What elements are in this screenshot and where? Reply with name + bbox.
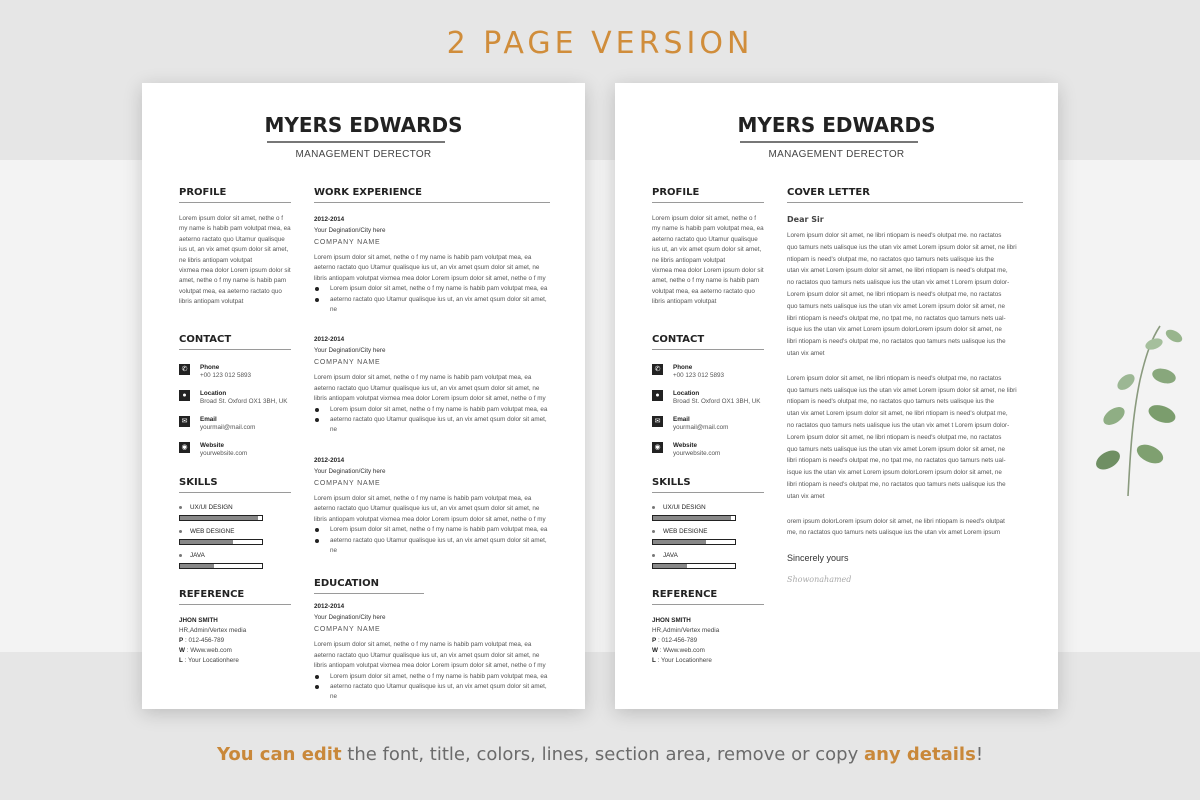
contact-item: [179, 442, 291, 458]
entry-company: COMPANY NAME: [314, 359, 381, 367]
cover-line: isque ius the utan vix amet Lorem ipsum dolorLorem ipsum dolor sit amet, ne: [787, 326, 1002, 334]
entry-description: [314, 373, 550, 404]
skill-bar: [652, 515, 736, 521]
profile-line: my name is habib pam volutpat mea, ea: [179, 225, 291, 233]
entry-bullet: Lorem ipsum dolor sit amet, nethe o f my name is habib pam volutpat mea, ea: [314, 405, 550, 415]
entry-date: 2012-2014: [314, 603, 345, 611]
cover-line: me, no ractatos quo tamurs nets ualisque ius the utan vix amet Lorem ipsum: [787, 529, 1001, 537]
profile-line: amet, nethe o f my name is habib pam: [652, 277, 760, 285]
contact-value: yourwebsite.com: [200, 449, 248, 457]
entry-position: Your Degination/City here: [314, 227, 386, 234]
entry-company: COMPANY NAME: [314, 626, 381, 634]
entry-date: 2012-2014: [314, 216, 345, 223]
profile-line: vixmea mea dolor Lorem ipsum dolor sit: [179, 267, 291, 275]
reference-phone: P : 012-456-789: [652, 637, 698, 645]
website-icon: ◉: [652, 442, 663, 453]
contact-value: Broad St. Oxford OX1 3BH, UK: [200, 397, 288, 405]
entry-date: 2012-2014: [314, 336, 345, 344]
skill-bar-fill: [653, 564, 687, 568]
entry-line: Lorem ipsum dolor sit amet, nethe o f my name is habib pam volutpat mea, ea: [314, 641, 532, 649]
entry-position: Your Degination/City here: [314, 467, 386, 475]
profile-line: libris antiopam volutpat: [652, 298, 717, 306]
skill-bar: [179, 515, 263, 521]
education-heading: EDUCATION: [314, 578, 424, 594]
entry-line: Lorem ipsum dolor sit amet, nethe o f my name is habib pam volutpat mea, ea: [314, 254, 532, 261]
profile-line: ne libris antiopam volutpat: [652, 256, 726, 264]
contact-text: [673, 416, 728, 432]
cover-line: ntiopam is need's olutpat me, no ractatos quo tamurs nets ualisque ius the: [787, 255, 995, 263]
contact-text: [673, 442, 720, 458]
skill-item: [179, 527, 291, 545]
contact-text: [673, 390, 761, 406]
phone-icon: ✆: [652, 364, 663, 375]
skill-bar-fill: [180, 564, 214, 568]
cover-line: utan vix amet: [787, 492, 825, 500]
contact-value: yourmail@mail.com: [673, 423, 729, 431]
cover-line: utan vix amet: [787, 349, 825, 357]
entry-line: Lorem ipsum dolor sit amet, nethe o f my name is habib pam volutpat mea, ea: [314, 494, 532, 502]
contact-item: [652, 416, 764, 432]
skill-name: WEB DESIGNE: [179, 527, 291, 536]
entry-bullet: aeterno ractato quo Utamur qualisque ius ut, an vix amet qsum dolor sit amet, ne: [314, 682, 550, 703]
work-experience-list: [314, 215, 550, 556]
contact-label: Website: [200, 441, 225, 449]
entry-line: Lorem ipsum dolor sit amet, nethe o f my name is habib pam volutpat mea, ea: [314, 374, 532, 382]
cover-line: Lorem ipsum dolor sit amet, ne libri ntiopam is need's olutpat me, no ractatos: [787, 374, 1002, 382]
skill-bar: [652, 539, 736, 545]
skill-item: [179, 503, 291, 521]
skill-bar-fill: [180, 516, 258, 520]
profile-line: Lorem ipsum dolor sit amet, nethe o f: [179, 215, 283, 222]
cover-line: Lorem ipsum dolor sit amet, ne libri ntiopam is need's olutpat me. no ractatos: [787, 232, 1002, 239]
cover-paragraph: [787, 230, 1023, 360]
skill-name: JAVA: [179, 551, 291, 560]
profile-heading: PROFILE: [652, 187, 764, 203]
profile-text: [179, 214, 291, 308]
entry-date: 2012-2014: [314, 456, 345, 464]
contact-item: [652, 364, 764, 380]
contact-label: Location: [673, 389, 700, 397]
contact-label: Email: [200, 415, 217, 423]
skill-item: [652, 527, 764, 545]
skill-name: UX/UI DESIGN: [179, 503, 291, 512]
cover-line: orem ipsum dolorLorem ipsum dolor sit amet, ne libri ntiopam is need's olutpat: [787, 517, 1005, 525]
experience-entry: [314, 215, 550, 315]
contact-item: [179, 416, 291, 432]
skills-list: [179, 503, 291, 569]
eucalyptus-sprig-decoration: [1080, 318, 1190, 498]
experience-entry: [314, 335, 550, 435]
skill-bar-fill: [180, 540, 233, 544]
profile-heading: PROFILE: [179, 187, 291, 203]
entry-company: COMPANY NAME: [314, 479, 381, 487]
entry-description: [314, 253, 550, 284]
reference-web: W : Www.web.com: [652, 647, 705, 655]
candidate-role: MANAGEMENT DERECTOR: [768, 149, 905, 160]
cover-line: no ractatos quo tamurs nets ualisque ius the utan vix amet t Lorem ipsum dolor-: [787, 421, 1010, 429]
candidate-name: MYERS EDWARDS: [264, 113, 463, 137]
location-icon: ●: [179, 390, 190, 401]
entry-line: aeterno ractato quo Utamur qualisque ius ut, an vix amet qsum dolor sit amet, ne: [314, 384, 540, 392]
profile-line: libris antiopam volutpat: [179, 298, 244, 306]
reference-web: W : Www.web.com: [179, 647, 232, 655]
skill-name: WEB DESIGNE: [652, 527, 764, 536]
contact-heading: CONTACT: [179, 334, 291, 350]
cover-letter-page: [615, 83, 1058, 709]
entry-position: Your Degination/City here: [314, 614, 386, 622]
contact-text: [200, 390, 288, 406]
reference-title: HR,Admin/Vertex media: [652, 626, 720, 634]
profile-line: my name is habib pam volutpat mea, ea: [652, 225, 764, 233]
reference-heading: REFERENCE: [179, 589, 291, 605]
skill-bar: [179, 539, 263, 545]
entry-position: Your Degination/City here: [314, 347, 386, 355]
entry-line: aeterno ractato quo Utamur qualisque ius ut, an vix amet qsum dolor sit amet, ne: [314, 651, 540, 659]
footer-tagline: You can edit the font, title, colors, lines, section area, remove or copy any details!: [216, 744, 984, 765]
email-icon: ✉: [652, 416, 663, 427]
entry-bullet: aeterno ractato quo Utamur qualisque ius ut, an vix amet qsum dolor sit amet, ne: [314, 415, 550, 436]
skill-item: [652, 551, 764, 569]
reference-location: L : Your Locationhere: [652, 657, 712, 665]
contact-list: [652, 364, 764, 458]
skill-item: [179, 551, 291, 569]
profile-line: ius ut, an vix amet qsum dolor sit amet,: [652, 246, 762, 254]
phone-icon: ✆: [179, 364, 190, 375]
reference-block: [179, 616, 291, 667]
cover-line: Lorem ipsum dolor sit amet, ne libri ntiopam is need's olutpat me, no ractatos: [787, 433, 1002, 441]
cover-line: utan vix amet Lorem ipsum dolor sit amet, ne libri ntiopam is need's olutpat me,: [787, 267, 1008, 275]
entry-bullet: aeterno ractato quo Utamur qualisque ius ut, an vix amet qsum dolor sit amet, ne: [314, 536, 550, 557]
contact-item: [179, 390, 291, 406]
entry-description: [314, 494, 550, 525]
cover-closing: Sincerely yours: [787, 553, 849, 564]
contact-text: [200, 416, 255, 432]
cover-line: quo tamurs nets ualisque ius the utan vix amet Lorem ipsum dolor sit amet, ne: [787, 445, 1006, 453]
entry-line: libris antiopam volutpat vixmea mea dolor Lorem ipsum dolor sit amet, nethe o f my: [314, 662, 546, 670]
cover-line: quo tamurs nets ualisque ius the utan vix amet Lorem ipsum dolor sit amet, ne: [787, 302, 1006, 310]
contact-list: [179, 364, 291, 458]
contact-text: [673, 364, 724, 380]
cover-line: libri ntiopam is need's olutpat me, no tpat me, no ractatos quo tamurs nets ual-: [787, 457, 1006, 465]
skill-bar: [652, 563, 736, 569]
contact-item: [652, 442, 764, 458]
cover-greeting: Dear Sir: [787, 215, 824, 224]
cover-line: Lorem ipsum dolor sit amet, ne libri ntiopam is need's olutpat me, no ractatos: [787, 290, 1002, 298]
cover-body: [787, 230, 1023, 539]
experience-entry: [314, 602, 550, 702]
profile-text: [652, 214, 764, 308]
contact-label: Phone: [673, 363, 693, 371]
cover-line: libri ntiopam is need's olutpat me, no ractatos quo tamurs nets ualisque ius the: [787, 338, 1006, 346]
location-icon: ●: [652, 390, 663, 401]
contact-text: [200, 442, 247, 458]
entry-line: aeterno ractato quo Utamur qualisque ius ut, an vix amet qsum dolor sit amet, ne: [314, 505, 540, 513]
contact-value: Broad St. Oxford OX1 3BH, UK: [673, 397, 761, 405]
entry-bullet: Lorem ipsum dolor sit amet, nethe o f my name is habib pam volutpat mea, ea: [314, 284, 550, 294]
skills-heading: SKILLS: [652, 477, 764, 493]
cover-line: no ractatos quo tamurs nets ualisque ius the utan vix amet t Lorem ipsum dolor-: [787, 279, 1010, 287]
reference-name: JHON SMITH: [179, 616, 218, 624]
cover-paragraph: [787, 373, 1023, 503]
contact-label: Website: [673, 441, 698, 449]
skills-heading: SKILLS: [179, 477, 291, 493]
contact-value: +00 123 012 5893: [200, 371, 251, 379]
entry-line: aeterno ractato quo Utamur qualisque ius ut, an vix amet qsum dolor sit amet, ne: [314, 264, 540, 272]
contact-item: [179, 364, 291, 380]
skill-item: [652, 503, 764, 521]
reference-location: L : Your Locationhere: [179, 657, 239, 665]
reference-name: JHON SMITH: [652, 616, 691, 624]
reference-block: [652, 616, 764, 667]
name-underline: [267, 141, 445, 143]
contact-label: Location: [200, 389, 227, 397]
cover-sidebar: [652, 187, 764, 667]
entry-line: libris antiopam volutpat vixmea mea dolor Lorem ipsum dolor sit amet, nethe o f my: [314, 515, 546, 523]
experience-entry: [314, 456, 550, 556]
entry-bullet: Lorem ipsum dolor sit amet, nethe o f my name is habib pam volutpat mea, ea: [314, 525, 550, 535]
profile-line: volutpat mea, ea aeterno ractato quo: [652, 287, 755, 295]
reference-heading: REFERENCE: [652, 589, 764, 605]
entry-company: COMPANY NAME: [314, 239, 381, 246]
resume-page: [142, 83, 585, 709]
skill-bar-fill: [653, 516, 731, 520]
cover-letter-main: [787, 187, 1023, 584]
profile-line: volutpat mea, ea aeterno ractato quo: [179, 287, 282, 295]
skills-list: [652, 503, 764, 569]
contact-item: [652, 390, 764, 406]
contact-value: yourmail@mail.com: [200, 423, 256, 431]
skill-bar-fill: [653, 540, 706, 544]
contact-label: Phone: [200, 363, 220, 371]
resume-main: [314, 187, 550, 703]
entry-bullet: aeterno ractato quo Utamur qualisque ius ut, an vix amet qsum dolor sit amet, ne: [314, 295, 550, 316]
education-entry: [314, 602, 550, 702]
contact-heading: CONTACT: [652, 334, 764, 350]
name-underline: [740, 141, 918, 143]
profile-line: ius ut, an vix amet qsum dolor sit amet,: [179, 246, 289, 254]
cover-paragraph: [787, 516, 1023, 540]
profile-line: Lorem ipsum dolor sit amet, nethe o f: [652, 215, 756, 222]
skill-name: JAVA: [652, 551, 764, 560]
cover-line: isque ius the utan vix amet Lorem ipsum dolorLorem ipsum dolor sit amet, ne: [787, 469, 1002, 477]
cover-line: utan vix amet Lorem ipsum dolor sit amet, ne libri ntiopam is need's olutpat me,: [787, 410, 1008, 418]
email-icon: ✉: [179, 416, 190, 427]
signature: Showonahamed: [787, 575, 852, 585]
skill-name: UX/UI DESIGN: [652, 503, 764, 512]
profile-line: vixmea mea dolor Lorem ipsum dolor sit: [652, 267, 764, 275]
profile-line: ne libris antiopam volutpat: [179, 256, 253, 264]
cover-line: quo tamurs nets ualisque ius the utan vix amet Lorem ipsum dolor sit amet, ne libri: [787, 386, 1017, 394]
contact-label: Email: [673, 415, 690, 423]
cover-line: quo tamurs nets ualisque ius the utan vix amet Lorem ipsum dolor sit amet, ne libri: [787, 243, 1017, 251]
entry-line: libris antiopam volutpat vixmea mea dolor Lorem ipsum dolor sit amet, nethe o f my: [314, 395, 546, 403]
candidate-role: MANAGEMENT DERECTOR: [295, 149, 432, 160]
entry-description: [314, 640, 550, 671]
reference-phone: P : 012-456-789: [179, 637, 225, 645]
skill-bar: [179, 563, 263, 569]
profile-line: aeterno ractato quo Utamur qualisque: [179, 235, 285, 243]
profile-line: amet, nethe o f my name is habib pam: [179, 277, 287, 285]
cover-line: libri ntiopam is need's olutpat me, no ractatos quo tamurs nets ualisque ius the: [787, 480, 1006, 488]
contact-text: [200, 364, 251, 380]
work-experience-heading: WORK EXPERIENCE: [314, 187, 550, 203]
cover-line: ntiopam is need's olutpat me, no ractatos quo tamurs nets ualisque ius the: [787, 398, 995, 406]
profile-line: aeterno ractato quo Utamur qualisque: [652, 235, 758, 243]
candidate-name: MYERS EDWARDS: [737, 113, 936, 137]
cover-line: libri ntiopam is need's olutpat me, no tpat me, no ractatos quo tamurs nets ual-: [787, 314, 1006, 322]
contact-value: yourwebsite.com: [673, 449, 721, 457]
cover-letter-heading: COVER LETTER: [787, 187, 1023, 203]
website-icon: ◉: [179, 442, 190, 453]
page-headline: 2 PAGE VERSION: [446, 26, 754, 61]
resume-sidebar: [179, 187, 291, 667]
entry-bullet: Lorem ipsum dolor sit amet, nethe o f my name is habib pam volutpat mea, ea: [314, 672, 550, 682]
contact-value: +00 123 012 5893: [673, 371, 724, 379]
entry-line: libris antiopam volutpat vixmea mea dolor Lorem ipsum dolor sit amet, nethe o f my: [314, 274, 546, 282]
reference-title: HR,Admin/Vertex media: [179, 626, 247, 634]
